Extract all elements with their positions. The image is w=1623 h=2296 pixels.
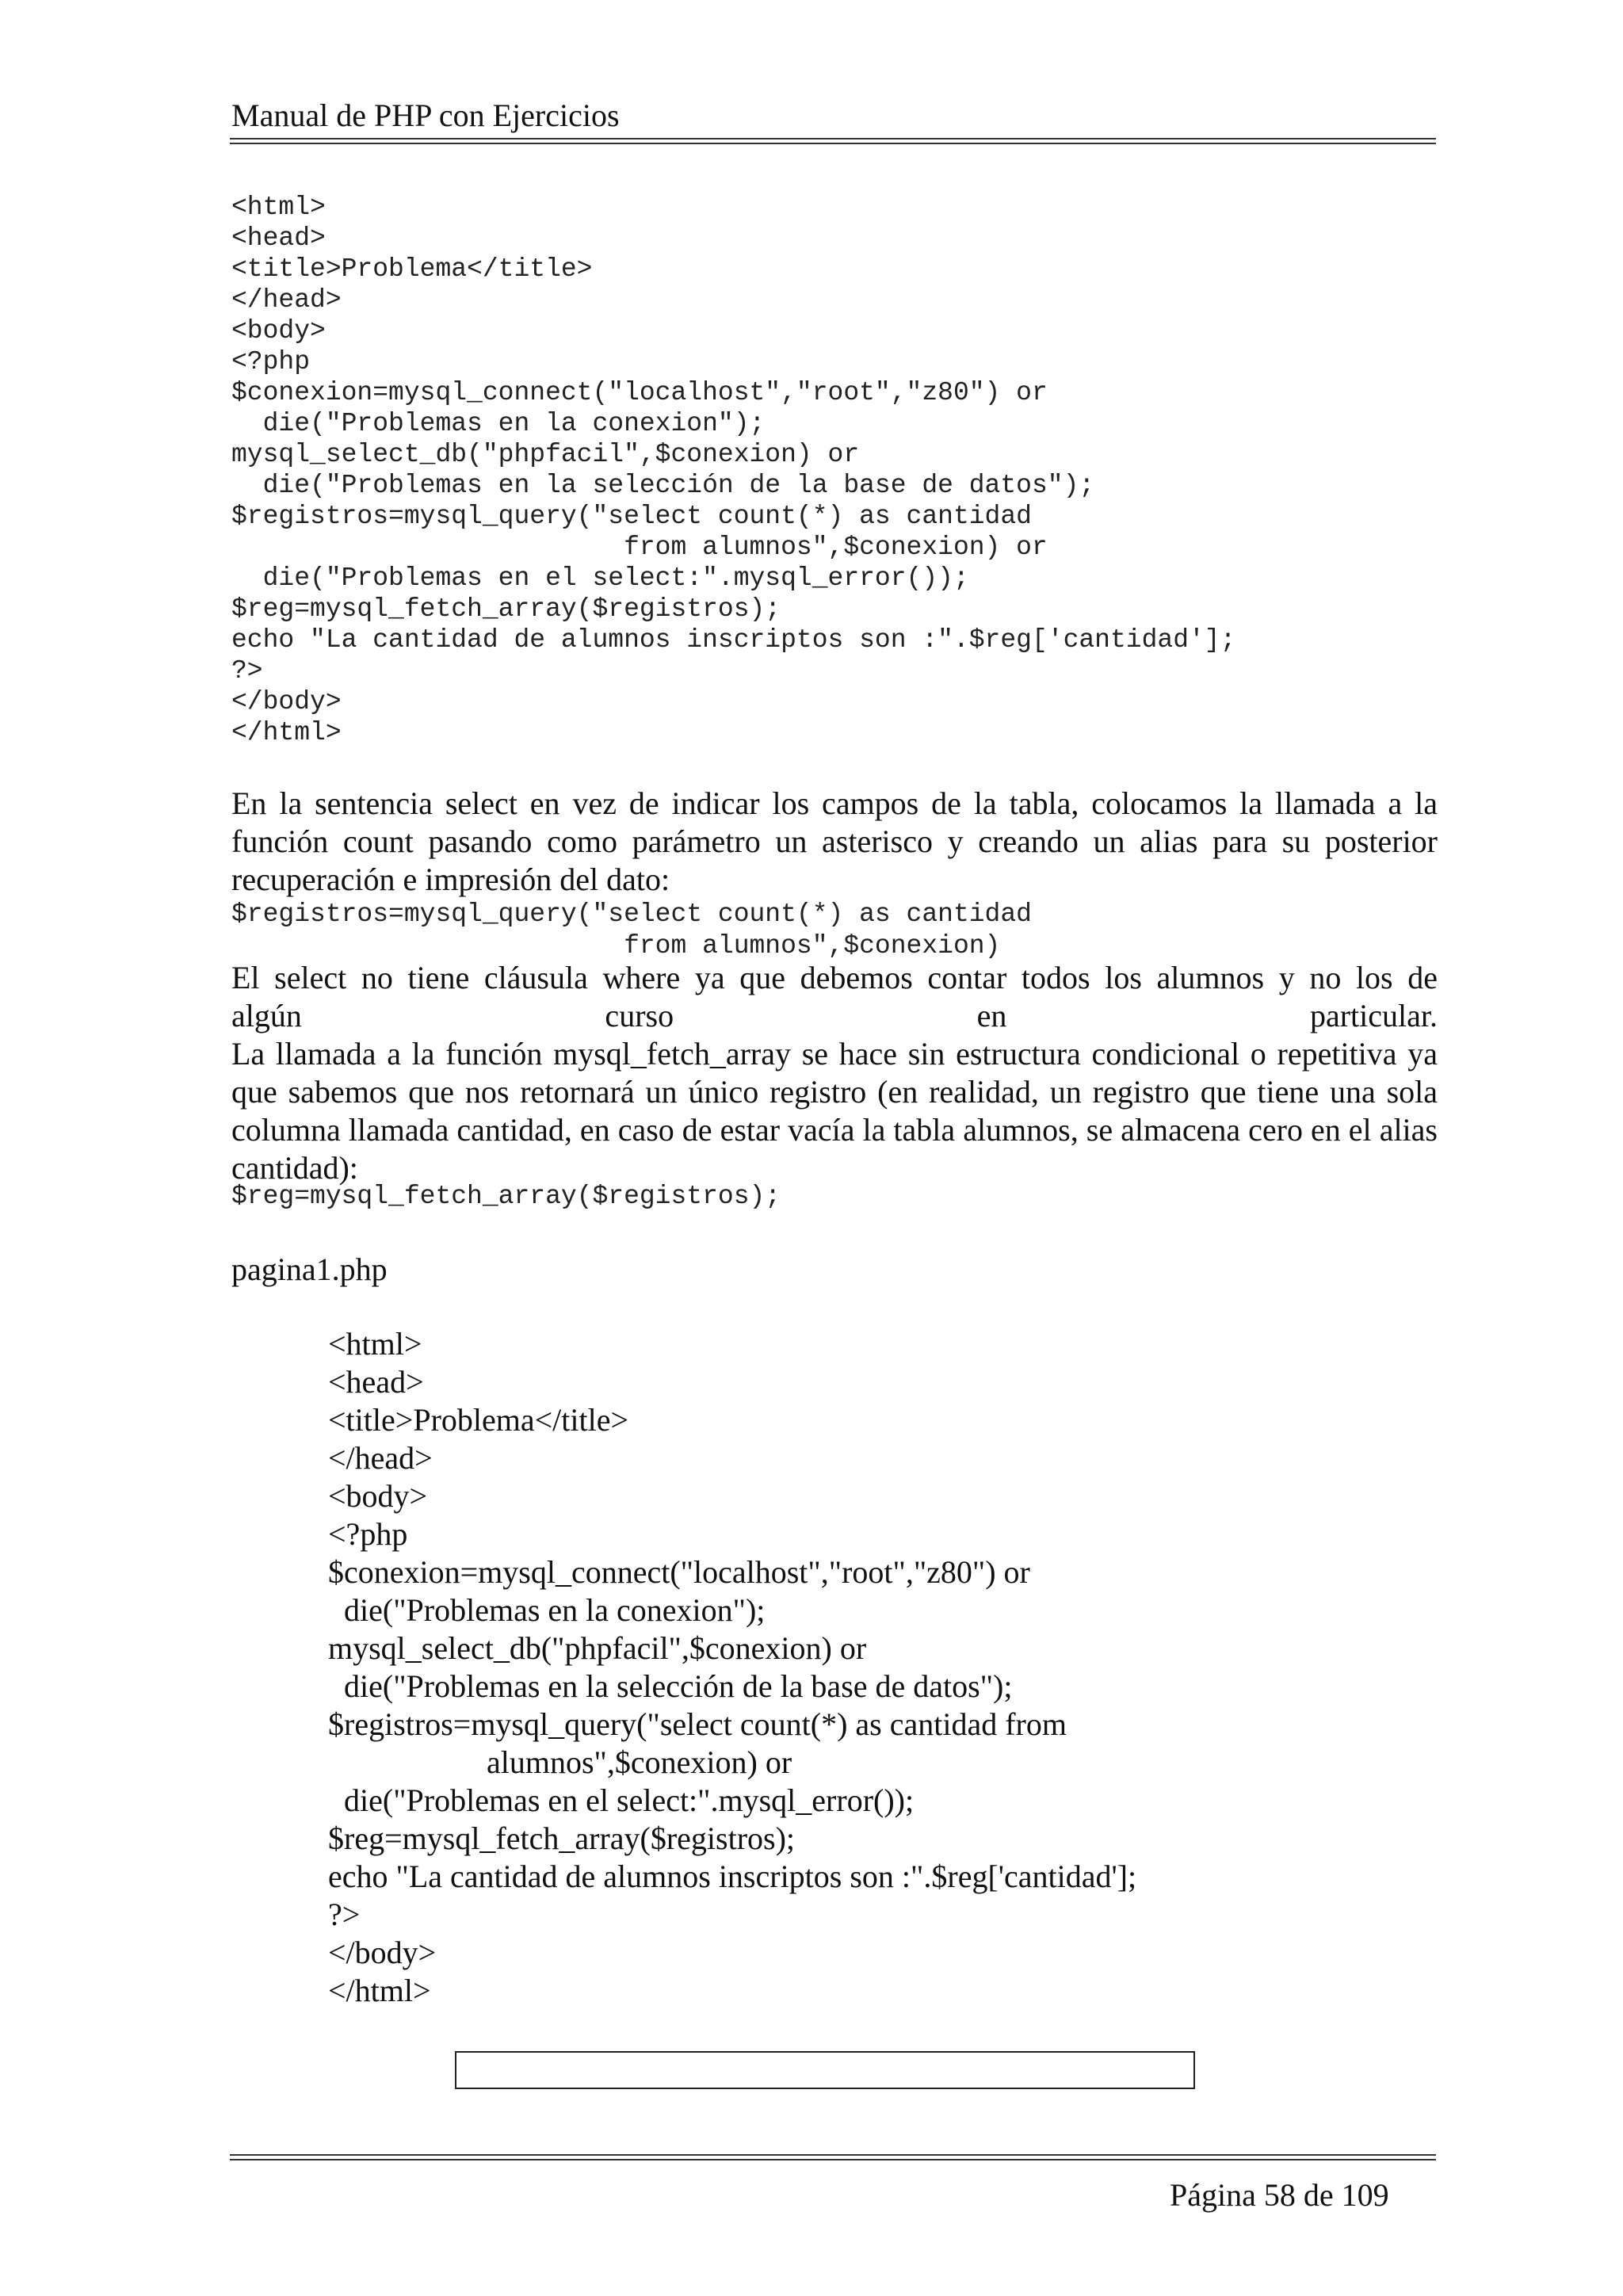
header-rule (230, 138, 1436, 144)
code-block-monospace: <html> <head> <title>Problema</title> </head> <body> <?php $conexion=mysql_connect("localhost","root","z80") or die("Problemas en la conexion"); mysql_select_db("phpfacil",$conexion) or die("Problemas en la selección de la base de datos"); $registros=mysql_query("select count(*) as cantidad from alumnos",$conexion) or die("Problemas en el select:".mysql_error()); $reg=mysql_fetch_array($registros); echo "La cantidad de alumnos inscriptos son :".$reg['cantidad']; ?> </body> </html> (231, 193, 1236, 747)
paragraph-line: El select no tiene cláusula where ya que debemos contar todos los alumnos y no los de (231, 960, 1438, 995)
code-snippet-fetch: $reg=mysql_fetch_array($registros); (231, 1182, 781, 1211)
empty-output-box (455, 2051, 1195, 2089)
code-block-serif: <html> <head> <title>Problema</title> </head> <body> <?php $conexion=mysql_connect("localhost","root","z80") or die("Problemas en la conexion"); mysql_select_db("phpfacil",$conexion) or die("Problemas en la selección de la base de datos"); $registros=mysql_query("select count(*) as cantidad from alumnos",$conexion) or die("Problemas en el select:".mysql_error()); $reg=mysql_fetch_array($registros); echo "La cantidad de alumnos inscriptos son :".$reg['cantidad']; ?> </body> </html> (328, 1326, 1137, 2008)
paragraph-line: algún curso en particular. (231, 998, 1438, 1033)
header-title: Manual de PHP con Ejercicios (231, 97, 620, 133)
paragraph-text: La llamada a la función mysql_fetch_array se hace sin estructura condicional o repetitiva ya que sabemos que nos retornará un único registro (en realidad, un registro que tiene una sola columna llamada cantidad, en caso de estar vacía la tabla alumnos, se almacena cero en el alias cantidad): (231, 1036, 1438, 1186)
paragraph-where-explanation (231, 959, 1438, 1187)
paragraph-text: En la sentencia select en vez de indicar los campos de la tabla, colocamos la llamada a la función count pasando como parámetro un asterisco y creando un alias para su posterior recuperación e impresión del dato: (231, 785, 1438, 897)
paragraph-count-explanation (231, 785, 1438, 899)
file-name-label: pagina1.php (231, 1251, 388, 1287)
footer-rule (230, 2154, 1436, 2160)
page-number: Página 58 de 109 (1170, 2177, 1389, 2213)
code-snippet-query: $registros=mysql_query("select count(*) as cantidad from alumnos",$conexion) (231, 900, 1032, 961)
